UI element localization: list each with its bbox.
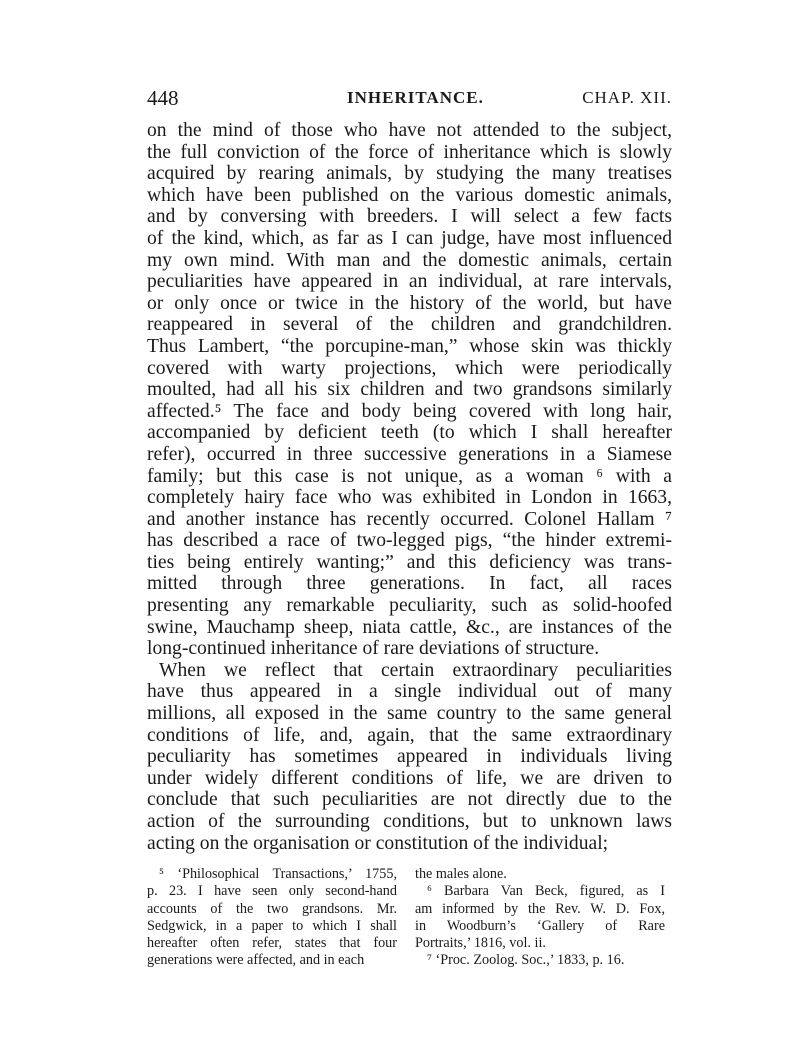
- body-line: which have been published on the various domestic animals,: [147, 184, 672, 206]
- body-line: covered with warty projections, which were periodically: [147, 357, 672, 379]
- footnote-line: p. 23. I have seen only second-hand: [147, 883, 397, 900]
- footnote-line: am informed by the Rev. W. D. Fox,: [415, 900, 665, 917]
- body-line: of the kind, which, as far as I can judge, have most influenced: [147, 227, 672, 249]
- body-line: millions, all exposed in the same country to the same general: [147, 703, 672, 725]
- body-line: peculiarity has sometimes appeared in individuals living: [147, 746, 672, 768]
- footnotes-left-column: [147, 866, 397, 970]
- body-line: conditions of life, and, again, that the same extraordinary: [147, 724, 672, 746]
- body-line: family; but this case is not unique, as a woman ⁶ with a: [147, 465, 672, 487]
- body-line: under widely different conditions of life, we are driven to: [147, 767, 672, 789]
- body-line: mitted through three generations. In fact, all races: [147, 573, 672, 595]
- body-line: ties being entirely wanting;” and this deficiency was trans-: [147, 551, 672, 573]
- body-line: swine, Mauchamp sheep, niata cattle, &c., are instances of the: [147, 616, 672, 638]
- body-line: When we reflect that certain extraordinary peculiarities: [159, 659, 672, 681]
- body-line: the full conviction of the force of inheritance which is slowly: [147, 141, 672, 163]
- body-line: on the mind of those who have not attended to the subject,: [147, 120, 672, 141]
- body-line: Thus Lambert, “the porcupine-man,” whose skin was thickly: [147, 335, 672, 357]
- footnote-line: ⁵ ‘Philosophical Transactions,’ 1755,: [159, 866, 397, 882]
- body-line: or only once or twice in the history of the world, but have: [147, 292, 672, 314]
- body-line: has described a race of two-legged pigs, “the hinder extremi-: [147, 530, 672, 552]
- body-line: and by conversing with breeders. I will select a few facts: [147, 206, 672, 228]
- body-line: reappeared in several of the children and grandchildren.: [147, 314, 672, 336]
- footnote-line: ⁶ Barbara Van Beck, figured, as I: [427, 883, 665, 900]
- body-line: long-continued inheritance of rare deviations of structure.: [147, 638, 600, 660]
- footnote-line: in Woodburn’s ‘Gallery of Rare: [415, 917, 665, 934]
- body-line: my own mind. With man and the domestic animals, certain: [147, 249, 672, 271]
- body-line: accompanied by deficient teeth (to which I shall hereafter: [147, 422, 672, 444]
- body-line: have thus appeared in a single individual out of many: [147, 681, 672, 703]
- body-line: affected.⁵ The face and body being covered with long hair,: [147, 400, 672, 422]
- page-number: 448: [147, 86, 179, 110]
- body-line: action of the surrounding conditions, but to unknown laws: [147, 811, 672, 832]
- body-line: acting on the organisation or constitution of the individual;: [147, 832, 609, 854]
- footnotes-right-column: [415, 866, 665, 970]
- body-line: and another instance has recently occurred. Colonel Hallam ⁷: [147, 508, 672, 530]
- footnote-line: ⁷ ‘Proc. Zoolog. Soc.,’ 1833, p. 16.: [427, 952, 625, 969]
- footnote-line: Portraits,’ 1816, vol. ii.: [415, 935, 546, 952]
- body-text: [147, 120, 672, 854]
- body-line: presenting any remarkable peculiarity, such as solid-hoofed: [147, 595, 672, 617]
- footnote-line: generations were affected, and in each: [147, 952, 365, 969]
- body-line: acquired by rearing animals, by studying the many treatises: [147, 163, 672, 185]
- footnote-line: Sedgwick, in a paper to which I shall: [147, 917, 397, 934]
- footnote-line: the males alone.: [415, 866, 507, 882]
- body-line: peculiarities have appeared in an individual, at rare intervals,: [147, 271, 672, 293]
- running-header: [147, 86, 672, 112]
- body-line: moulted, had all his six children and two grandsons similarly: [147, 379, 672, 401]
- body-line: refer), occurred in three successive generations in a Siamese: [147, 443, 672, 465]
- footnote-line: hereafter often refer, states that four: [147, 935, 397, 952]
- chapter-label: CHAP. XII.: [582, 88, 672, 107]
- running-title: INHERITANCE.: [347, 88, 484, 107]
- body-line: completely hairy face who was exhibited in London in 1663,: [147, 487, 672, 509]
- footnote-line: accounts of the two grandsons. Mr.: [147, 900, 397, 917]
- body-line: conclude that such peculiarities are not directly due to the: [147, 789, 672, 811]
